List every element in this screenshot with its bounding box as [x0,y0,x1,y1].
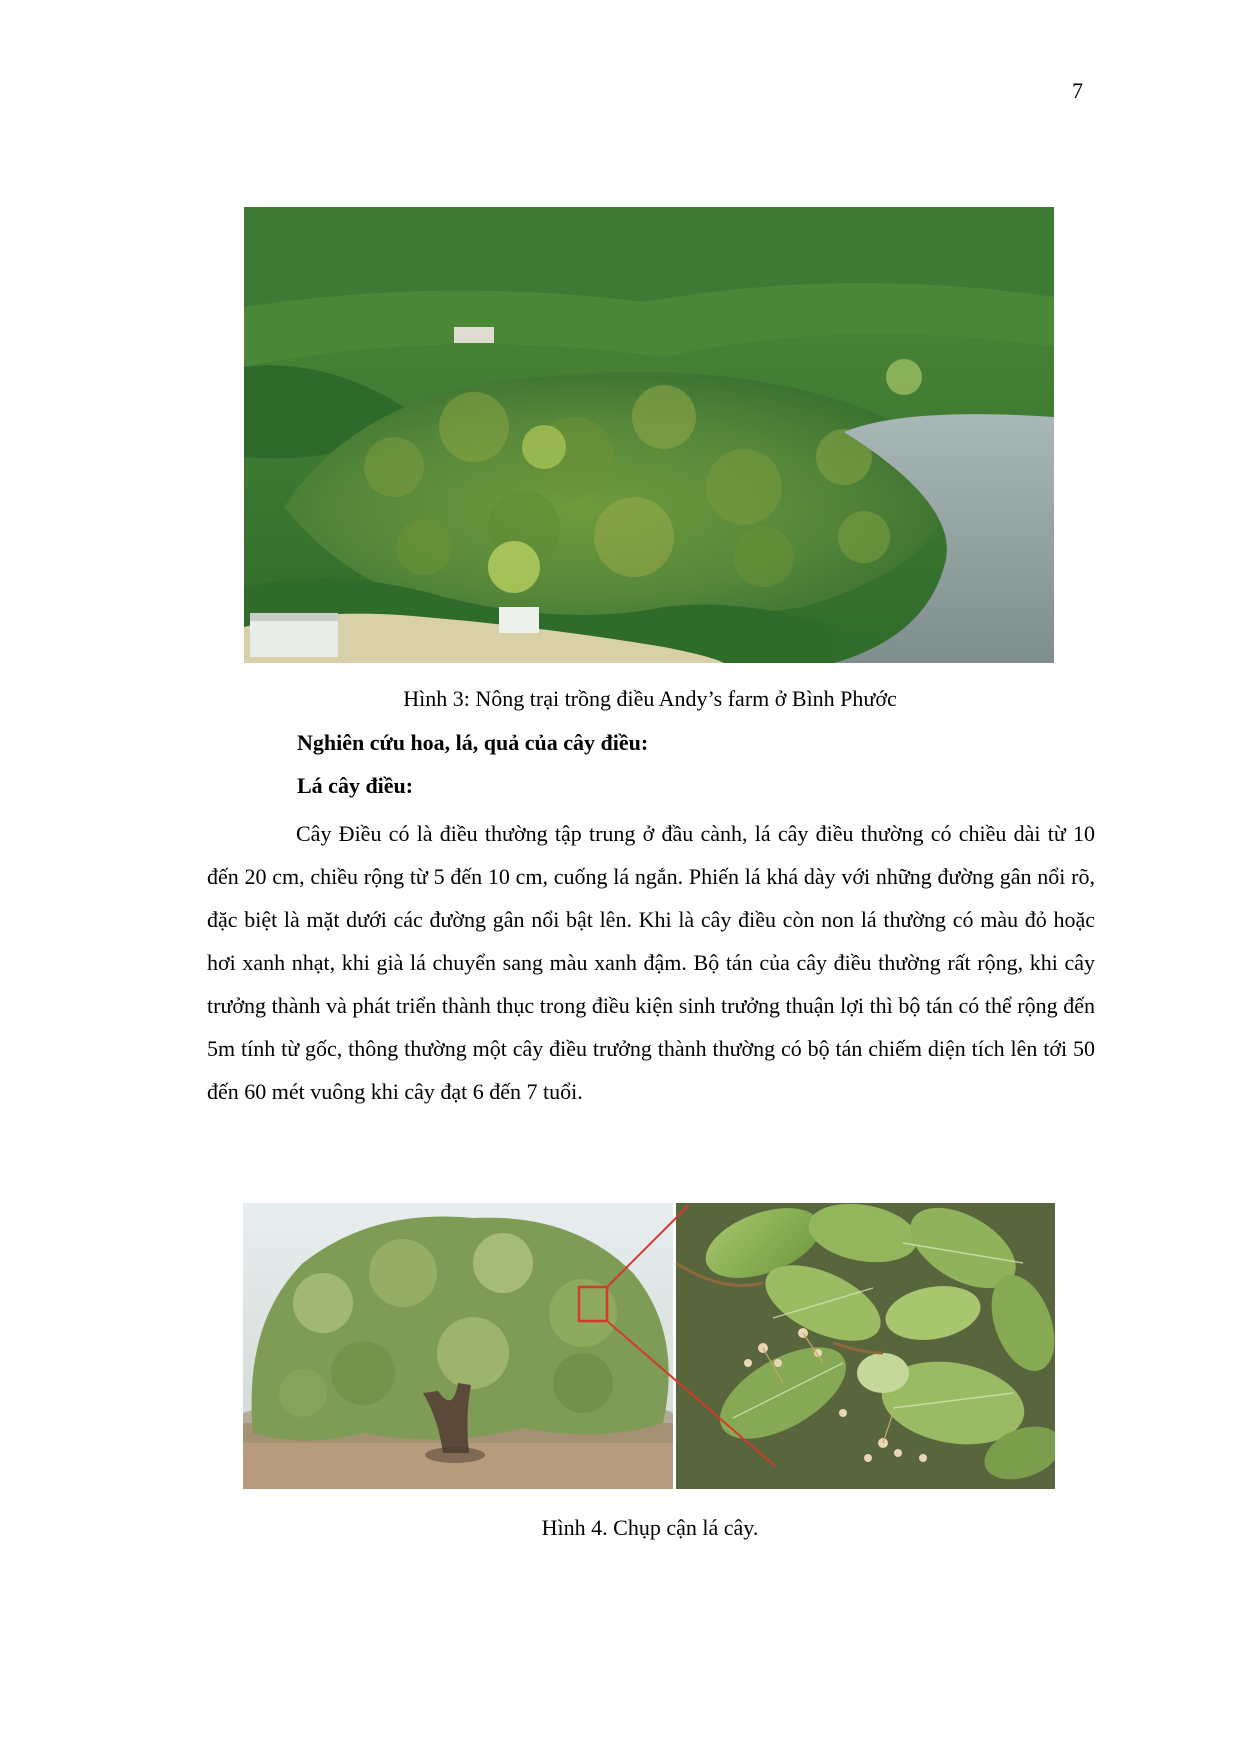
figure-3-caption: Hình 3: Nông trại trồng điều Andy’s farm ở Bình Phước [403,686,897,711]
figure-4-caption: Hình 4. Chụp cận lá cây. [541,1515,759,1540]
body-paragraph: Cây Điều có là điều thường tập trung ở đầu cành, lá cây điều thường có chiều dài từ 10 đến 20 cm, chiều rộng từ 5 đến 10 cm, cuống lá ngắn. Phiến lá khá dày với những đường gân nổi rõ, đặc biệt là mặt dưới các đường gân nổi bật lên. Khi là cây điều còn non lá thường có màu đỏ hoặc hơi xanh nhạt, khi già lá chuyển sang màu xanh đậm. Bộ tán của cây điều thường rất rộng, khi cây trưởng thành và phát triển thành thục trong điều kiện sinh trưởng thuận lợi thì bộ tán có thể rộng đến 5m tính từ gốc, thông thường một cây điều trưởng thành thường có bộ tán chiếm diện tích lên tới 50 đến 60 mét vuông khi cây đạt 6 đến 7 tuổi. [207,821,1095,1104]
cashew-tree-photo [243,1203,673,1489]
leaf-closeup-figure [243,1203,1055,1489]
section-heading: Nghiên cứu hoa, lá, quả của cây điều: [297,730,649,755]
leaf-closeup-photo [676,1203,1055,1489]
page-number: 7 [1072,78,1083,103]
section-subheading: Lá cây điều: [297,773,414,798]
farm-aerial-photo [244,207,1054,663]
